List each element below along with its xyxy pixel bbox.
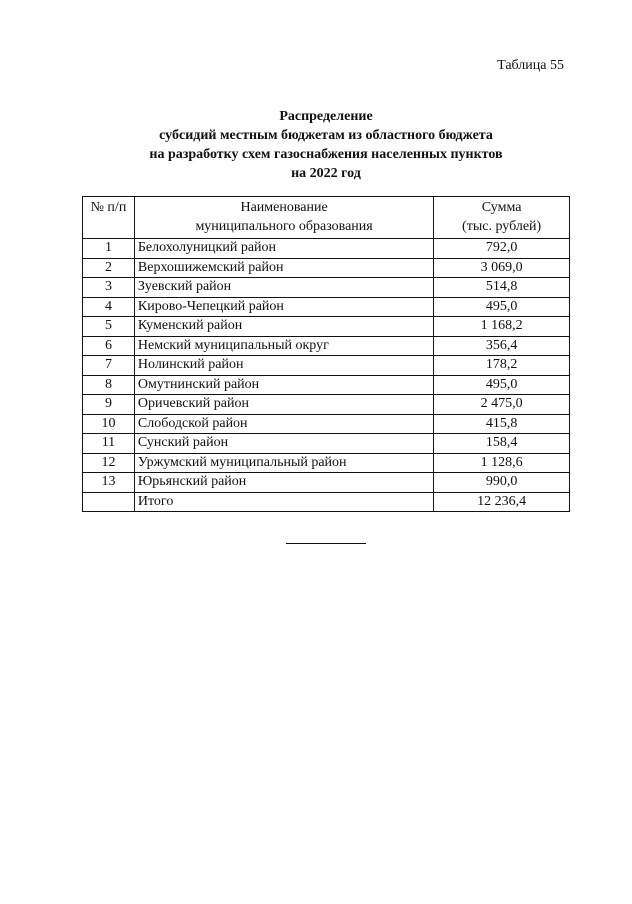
header-sum	[434, 197, 570, 239]
total-row	[83, 492, 570, 512]
row-number: 6	[83, 336, 135, 356]
table-row	[83, 473, 570, 493]
row-municipality: Уржумский муниципальный район	[134, 453, 433, 473]
row-number: 7	[83, 356, 135, 376]
row-sum: 178,2	[434, 356, 570, 376]
row-number: 13	[83, 473, 135, 493]
header-sum-line-1: Сумма	[481, 200, 522, 215]
total-label: Итого	[134, 492, 433, 512]
row-municipality: Слободской район	[134, 414, 433, 434]
row-sum: 495,0	[434, 297, 570, 317]
table-row	[83, 434, 570, 454]
table-row	[83, 336, 570, 356]
row-number: 5	[83, 317, 135, 337]
table-row	[83, 317, 570, 337]
header-sum-line-2: (тыс. рублей)	[462, 219, 542, 234]
subsidy-table	[82, 196, 570, 512]
header-name-line-2: муниципального образования	[195, 219, 373, 234]
row-municipality: Верхошижемский район	[134, 258, 433, 278]
row-number: 11	[83, 434, 135, 454]
header-name	[134, 197, 433, 239]
row-municipality: Нолинский район	[134, 356, 433, 376]
row-sum: 1 168,2	[434, 317, 570, 337]
closing-rule-divider	[286, 543, 366, 544]
row-number: 9	[83, 395, 135, 415]
row-sum: 2 475,0	[434, 395, 570, 415]
table-row	[83, 258, 570, 278]
title-line-2: субсидий местным бюджетам из областного бюджета	[159, 128, 493, 143]
row-number: 1	[83, 239, 135, 259]
row-municipality: Юрьянский район	[134, 473, 433, 493]
row-sum: 415,8	[434, 414, 570, 434]
row-municipality: Кирово-Чепецкий район	[134, 297, 433, 317]
row-sum: 514,8	[434, 278, 570, 298]
row-municipality: Оричевский район	[134, 395, 433, 415]
row-municipality: Омутнинский район	[134, 375, 433, 395]
row-sum: 356,4	[434, 336, 570, 356]
table-header-row	[83, 197, 570, 239]
row-number: 10	[83, 414, 135, 434]
table-row	[83, 297, 570, 317]
row-municipality: Сунский район	[134, 434, 433, 454]
header-number-label: № п/п	[90, 200, 127, 215]
table-row	[83, 453, 570, 473]
row-number: 4	[83, 297, 135, 317]
table-row	[83, 278, 570, 298]
title-line-3: на разработку схем газоснабжения населенных пунктов	[149, 147, 503, 162]
table-number-label: Таблица 55	[497, 58, 564, 73]
table-row	[83, 414, 570, 434]
header-name-line-1: Наименование	[240, 200, 328, 215]
row-sum: 158,4	[434, 434, 570, 454]
table-row	[83, 395, 570, 415]
total-sum: 12 236,4	[434, 492, 570, 512]
row-sum: 495,0	[434, 375, 570, 395]
row-sum: 990,0	[434, 473, 570, 493]
row-sum: 3 069,0	[434, 258, 570, 278]
total-number-cell	[83, 492, 135, 512]
table-row	[83, 239, 570, 259]
row-number: 12	[83, 453, 135, 473]
row-sum: 792,0	[434, 239, 570, 259]
row-municipality: Белохолуницкий район	[134, 239, 433, 259]
row-municipality: Зуевский район	[134, 278, 433, 298]
row-number: 2	[83, 258, 135, 278]
title-line-1: Распределение	[279, 109, 373, 124]
row-sum: 1 128,6	[434, 453, 570, 473]
table-row	[83, 356, 570, 376]
row-number: 8	[83, 375, 135, 395]
row-municipality: Немский муниципальный округ	[134, 336, 433, 356]
document-title	[0, 107, 632, 183]
row-municipality: Куменский район	[134, 317, 433, 337]
table-row	[83, 375, 570, 395]
header-number	[83, 197, 135, 239]
row-number: 3	[83, 278, 135, 298]
title-line-4: на 2022 год	[291, 166, 361, 181]
